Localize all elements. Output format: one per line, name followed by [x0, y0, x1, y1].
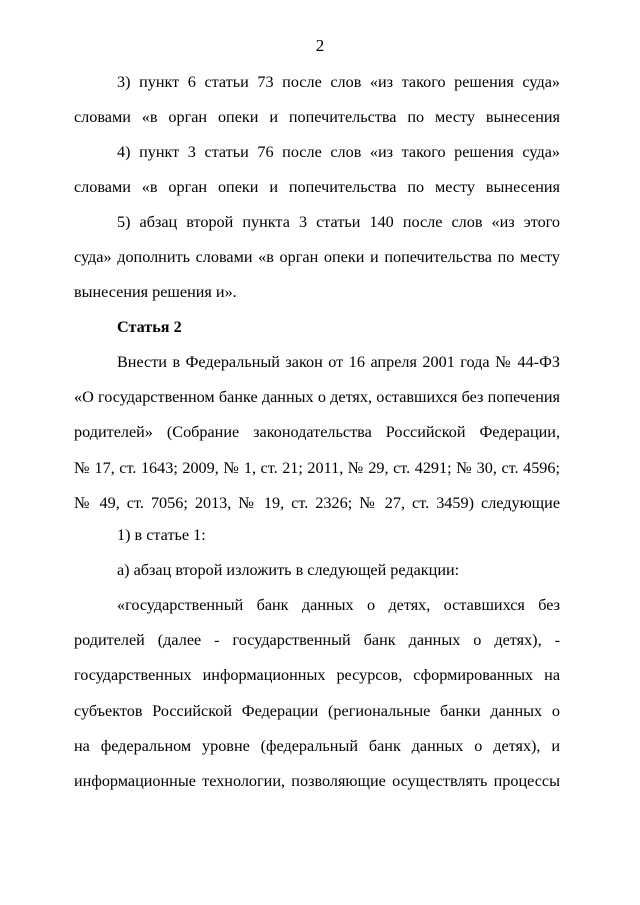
text-line: родителей (далее - государственный банк данных о детях), - [74, 631, 560, 650]
article-title: Статья 2 [117, 318, 182, 336]
paragraph-item-a [74, 553, 560, 588]
paragraph-amendment-intro [74, 345, 560, 521]
text-line: 4) пункт 3 статьи 76 после слов «из такого решения суда» [117, 143, 560, 161]
text-line: словами «в орган опеки и попечительства по месту вынесения [74, 178, 560, 197]
paragraph-item-5 [74, 205, 560, 311]
text-line: родителей» (Собрание законодательства Российской Федерации, [74, 423, 560, 442]
text-line: Внести в Федеральный закон от 16 апреля 2001 года № 44-ФЗ [117, 353, 560, 371]
text-line: № 17, ст. 1643; 2009, № 1, ст. 21; 2011, № 29, ст. 4291; № 30, ст. 4596; [74, 458, 560, 477]
text-line: на федеральном уровне (федеральный банк данных о детях), и [74, 736, 560, 755]
text-line: а) абзац второй изложить в следующей редакции: [117, 561, 460, 579]
text-line: 3) пункт 6 статьи 73 после слов «из такого решения суда» [117, 73, 560, 91]
text-line: 1) в статье 1: [117, 526, 206, 544]
text-line: «О государственном банке данных о детях, оставшихся без попечения [74, 388, 560, 407]
text-line: субъектов Российской Федерации (региональные банки данных о [74, 701, 560, 720]
paragraph-item-1 [74, 518, 560, 553]
article-heading [74, 310, 560, 345]
text-line: информационные технологии, позволяющие осуществлять процессы [74, 771, 560, 790]
text-line: «государственный банк данных о детях, оставшихся без [117, 596, 560, 614]
paragraph-item-4 [74, 135, 560, 205]
text-line: вынесения решения и». [74, 283, 237, 302]
text-line: суда» дополнить словами «в орган опеки и попечительства по месту [74, 248, 560, 267]
page-number: 2 [315, 36, 325, 55]
text-line: № 49, ст. 7056; 2013, № 19, ст. 2326; № 27, ст. 3459) следующие [74, 493, 560, 512]
text-line: словами «в орган опеки и попечительства по месту вынесения [74, 108, 560, 127]
text-line: 5) абзац второй пункта 3 статьи 140 после слов «из этого [117, 213, 560, 231]
paragraph-new-wording [74, 588, 560, 799]
paragraph-item-3 [74, 65, 560, 135]
text-line: государственных информационных ресурсов, сформированных на [74, 666, 560, 685]
